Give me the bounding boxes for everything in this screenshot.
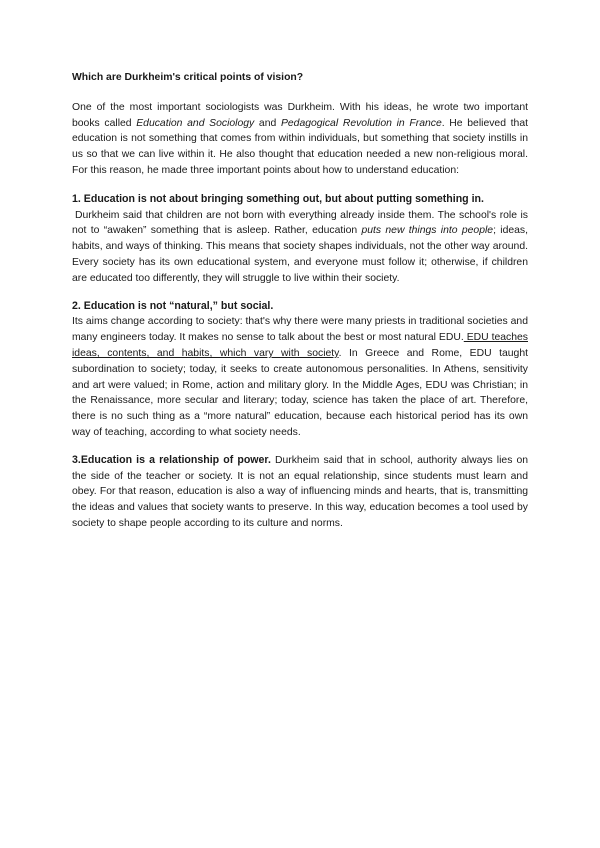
section-1-text-1: Durkheim said that children are not born with everything already inside them. The school's role is not to “awaken” something that is asleep. Rather, education (72, 209, 528, 237)
section-1-title: 1. Education is not about bringing something out, but about putting something in. (72, 192, 484, 205)
section-3-title: 3.Education is a relationship of power. (72, 453, 271, 466)
section-1-text-2: ; ideas, habits, and ways of thinking. This means that society shapes individuals, not the other way around. Every society has its own educational system, and everyone must follow it; otherwise, if children are educated too differently, they will struggle to live within their society. (72, 225, 528, 284)
book-title-1: Education and Sociology (136, 117, 255, 129)
section-2-body (72, 314, 528, 440)
section-3-text-1: Durkheim said that in school, authority always lies on the side of the teacher or society. It is not an equal relationship, since students must learn and obey. For that reason, education is also a way of influencing minds and hearts, that is, transmitting the ideas and values that society wants to preserve. In this way, education becomes a tool used by society to shape people according to its culture and norms. (72, 454, 528, 529)
section-1 (72, 192, 528, 287)
section-2 (72, 299, 528, 441)
section-3-body (72, 453, 528, 532)
section-2-underlined: EDU teaches ideas, contents, and habits, which vary with society (72, 332, 528, 359)
section-2-text-1: Its aims change according to society: that's why there were many priests in traditional societies and many engineers today. It makes no sense to talk about the best or most natural EDU. (72, 316, 528, 344)
intro-text-2: . He believed that education is not something that comes from within individuals, but something that society instills in us so that we can live within it. He also thought that education needed a new non-religious moral. For this reason, he made three important points about how to understand education: (72, 117, 528, 176)
document-page (72, 70, 528, 544)
section-1-italic: puts new things into people (361, 225, 494, 237)
section-1-body (72, 208, 528, 287)
intro-text-1: One of the most important sociologists was Durkheim. With his ideas, he wrote two important books called (72, 101, 528, 129)
intro-and: and (254, 117, 281, 129)
document-heading: Which are Durkheim's critical points of vision? (72, 72, 304, 83)
section-3 (72, 453, 528, 532)
book-title-2: Pedagogical Revolution in France (280, 117, 442, 129)
intro-paragraph (72, 100, 528, 179)
section-2-title: 2. Education is not “natural,” but social. (72, 299, 274, 312)
section-2-text-2: . In Greece and Rome, EDU taught subordination to society; today, it seeks to create autonomous personalities. In Athens, sensitivity and art were valued; in Rome, action and military glory. In the Middle Ages, EDU was Christian; in the Renaissance, more secular and literary; today, science has taken the place of art. Therefore, there is no such thing as a “more natural” education, because each historical period has its own way of teaching, according to what society needs. (72, 347, 528, 438)
